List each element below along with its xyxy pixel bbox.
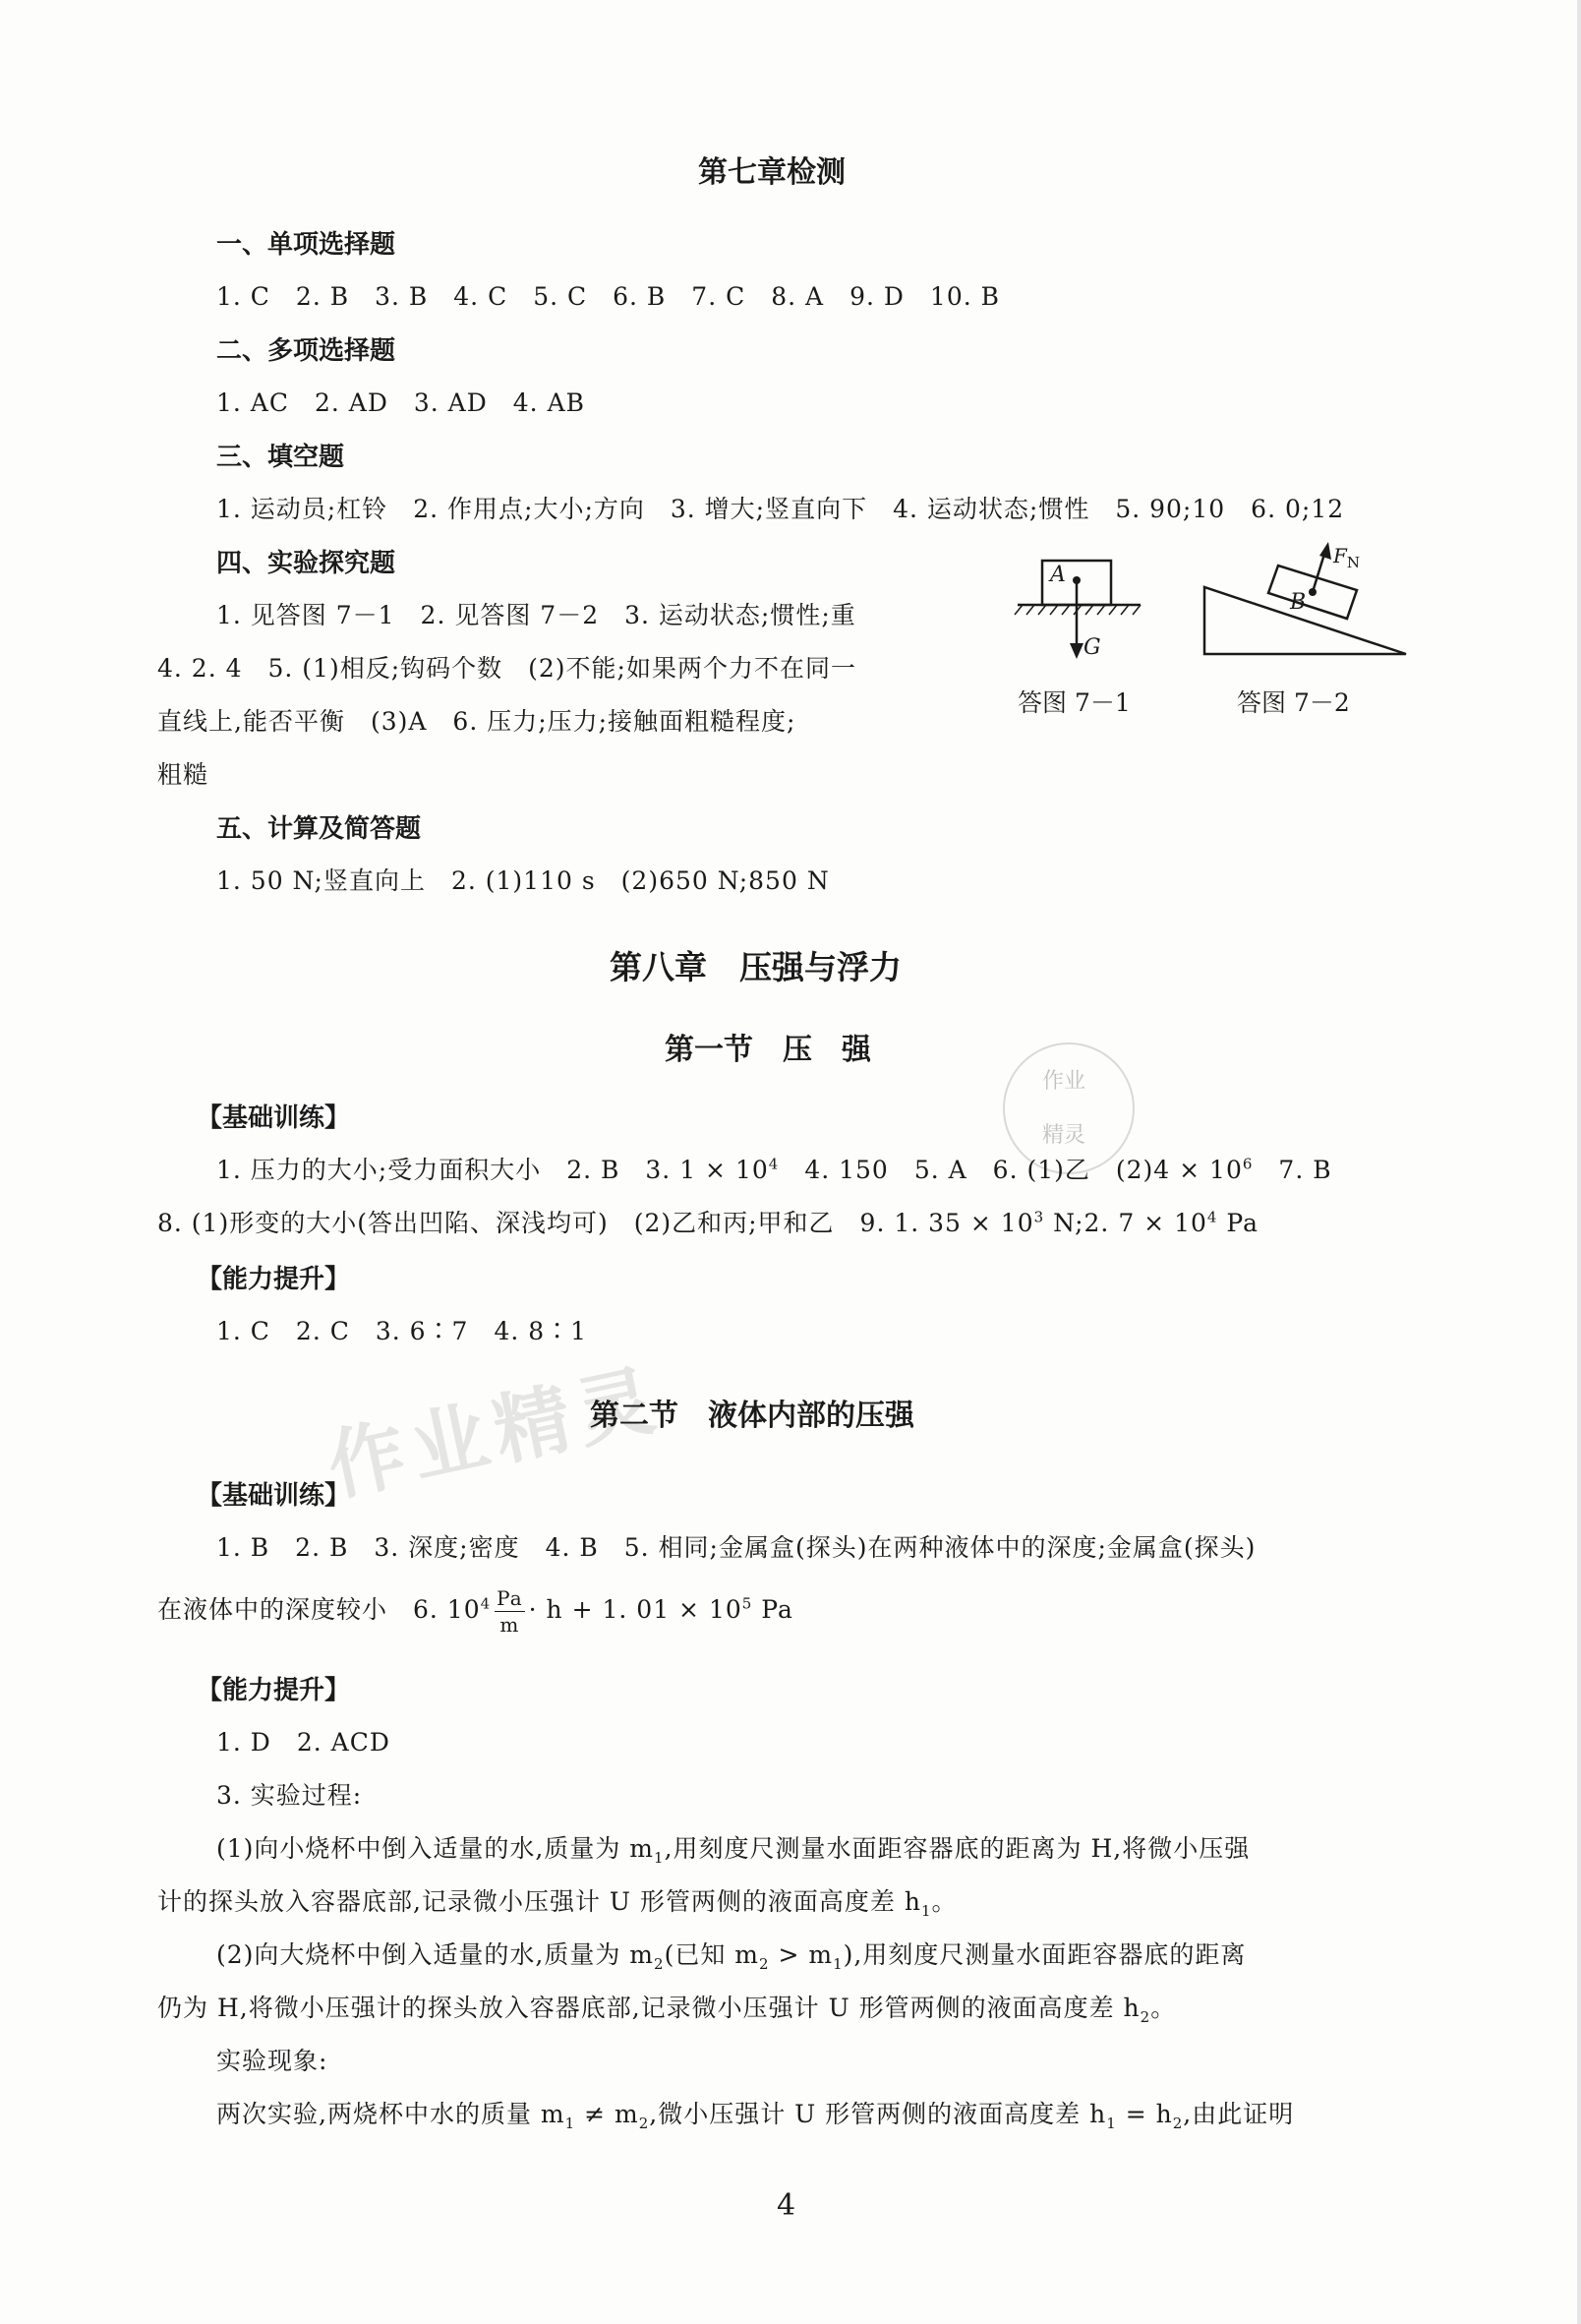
chapter7-title: 第七章检测	[698, 155, 846, 190]
figure-7-2-drawing	[1200, 536, 1416, 659]
ch7-s2-answers: 1. AC 2. AD 3. AD 4. AB	[216, 388, 586, 417]
fig1-block-label: A	[1050, 563, 1066, 587]
ch8-sec2-basic-line1: 1. B 2. B 3. 深度;密度 4. B 5. 相同;金属盒(探头)在两种液体中的深度;金属盒(探头)	[216, 1533, 1257, 1562]
ch7-s3-label: 三、填空题	[216, 443, 345, 472]
stamp-top-text: 作业	[1042, 1069, 1086, 1094]
ch8-sec1-title: 第一节 压 强	[665, 1033, 871, 1067]
stamp-bottom-text: 精灵	[1042, 1123, 1086, 1148]
fig2-block-label: B	[1290, 590, 1307, 615]
chapter8-title: 第八章 压强与浮力	[610, 948, 902, 986]
procedure-step2-line2: 仍为 H,将微小压强计的探头放入容器底部,记录微小压强计 U 形管两侧的液面高度差 $h_2$。	[157, 1994, 1177, 2026]
ch8-sec2-ability-label: 【能力提升】	[197, 1676, 351, 1705]
page-edge	[1577, 0, 1581, 2324]
ch7-s4-line3: 直线上,能否平衡 (3)A 6. 压力;压力;接触面粗糙程度;	[157, 707, 796, 736]
figure-7-1-drawing	[1013, 541, 1150, 669]
unit-fraction: $\frac{Pa}{m}$	[497, 1586, 523, 1637]
watermark: 作业精灵	[320, 1355, 671, 1513]
ch7-s5-label: 五、计算及简答题	[216, 814, 422, 844]
ch7-s1-label: 一、单项选择题	[216, 230, 396, 260]
page-number: 4	[777, 2188, 796, 2223]
ch8-sec2-basic-line2: 在液体中的深度较小 6. $10^4$ $\frac{Pa}{m}$ · h + 1. $01 \times 10^5$ Pa	[157, 1586, 793, 1637]
ch7-s4-line4: 粗糙	[157, 760, 209, 789]
procedure-step1-line2: 计的探头放入容器底部,记录微小压强计 U 形管两侧的液面高度差 $h_1$。	[157, 1887, 958, 1920]
ch7-s4-line1: 1. 见答图 7－1 2. 见答图 7－2 3. 运动状态;惯性;重	[216, 601, 856, 629]
ch8-sec2-title: 第二节 液体内部的压强	[590, 1399, 914, 1433]
ch7-s4-line2: 4. 2. 4 5. (1)相反;钩码个数 (2)不能;如果两个力不在同一	[157, 654, 856, 683]
ch8-sec2-ability-line1: 1. D 2. ACD	[216, 1728, 390, 1757]
figure-7-1-caption: 答图 7－1	[1018, 688, 1131, 717]
figure-7-1	[1013, 541, 1150, 669]
ch8-sec2-basic-label: 【基础训练】	[197, 1481, 351, 1511]
ch8-sec1-ability-label: 【能力提升】	[197, 1265, 351, 1294]
ch8-sec1-basic-line2: 8. (1)形变的大小(答出凹陷、深浅均可) (2)乙和丙;甲和乙 9. 1. $35 \times 10^3$ N;2. $7 \times 10^4$ Pa	[157, 1208, 1259, 1237]
phenomenon-label: 实验现象:	[216, 2047, 328, 2075]
figure-7-2	[1200, 536, 1416, 659]
ch8-sec1-ability-answers: 1. C 2. C 3. 6∶7 4. 8∶1	[216, 1317, 588, 1345]
ch7-s5-answers: 1. 50 N;竖直向上 2. (1)110 s (2)650 N;850 N	[216, 866, 830, 895]
fig1-force-label: G	[1083, 635, 1101, 660]
fig2-force-label: $F_N$	[1333, 544, 1361, 571]
ch8-sec1-basic-label: 【基础训练】	[197, 1103, 351, 1133]
figure-7-2-caption: 答图 7－2	[1237, 688, 1350, 717]
ch7-s3-answers: 1. 运动员;杠铃 2. 作用点;大小;方向 3. 增大;竖直向下 4. 运动状态;惯性 5. 90;10 6. 0;12	[216, 495, 1345, 523]
phenomenon-line: 两次实验,两烧杯中水的质量 $m_1 \ne m_2$,微小压强计 U 形管两侧的液面高度差 $h_1 = h_2$,由此证明	[216, 2100, 1295, 2132]
procedure-step1-line1: (1)向小烧杯中倒入适量的水,质量为 $m_1$,用刻度尺测量水面距容器底的距离为 H,将微小压强	[216, 1834, 1251, 1867]
ch7-s4-label: 四、实验探究题	[216, 549, 396, 578]
ch7-s1-answers: 1. C 2. B 3. B 4. C 5. C 6. B 7. C 8. A 9. D 10. B	[216, 282, 1000, 311]
ch7-s2-label: 二、多项选择题	[216, 336, 396, 366]
ch8-sec1-basic-line1: 1. 压力的大小;受力面积大小 2. B 3. $1 \times 10^4$ 4. 150 5. A 6. (1)乙 $(2)4 \times 10^6$ 7. B	[216, 1155, 1332, 1184]
procedure-step2-line1: (2)向大烧杯中倒入适量的水,质量为 $m_2$(已知 $m_2 > m_1$),用刻度尺测量水面距容器底的距离	[216, 1940, 1247, 1973]
ch8-sec2-ability-line2: 3. 实验过程:	[216, 1781, 363, 1810]
